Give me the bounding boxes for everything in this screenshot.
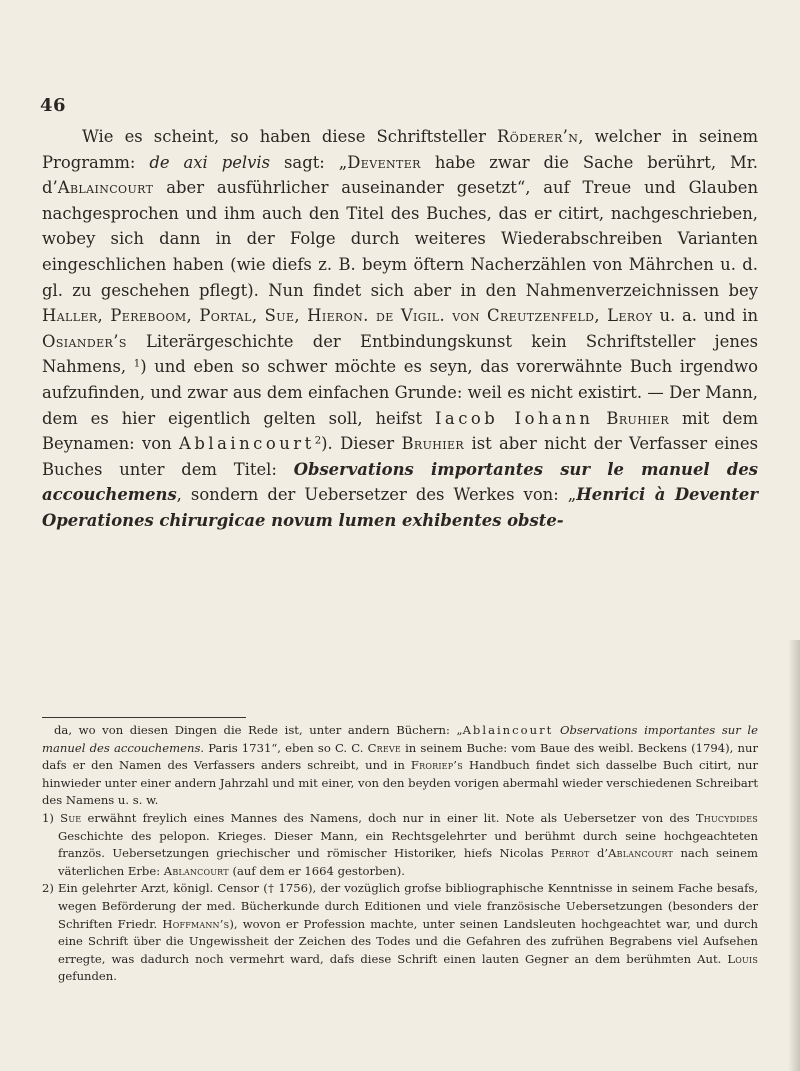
footnote-continuation: da, wo von diesen Dingen die Rede ist, unter andern Büchern: „Ablaincourt Observations importantes sur le manuel des accouchemens. Paris 1731“, eben so C. C. Creve in seinem Buche: vom Baue des weibl. Beckens (1794), nur dafs er den Namen des Verfassers anders schreibt, und in Froriep’s Handbuch findet sich dasselbe Buch citirt, nur hinwieder unter einer andern Jahrzahl und mit einer, von den beyden vorigen abermahl wieder verschiedenen Schreibart des Namens u. s. w. — [42, 723, 759, 808]
main-text — [42, 124, 758, 534]
page-number: 46 — [40, 95, 67, 116]
footnote-1: 1) Sue erwähnt freylich eines Mannes des Namens, doch nur in einer lit. Note als Uebersetzer von des Thucydides Geschichte des pelopon. Krieges. Dieser Mann, ein Rechtsgelehrter und berühmt durch seine hochgeachteten französ. Uebersetzungen griechischer und römischer Historiker, hiefs Nicolas Perrot d’Ablancourt nach seinem väterlichen Erbe: Ablancourt (auf dem er 1664 gestorben). — [42, 810, 759, 878]
footnotes — [42, 722, 758, 986]
footnote-ref-1: 1 — [133, 358, 141, 370]
page-edge-shadow — [788, 640, 800, 1071]
footnote-separator — [42, 717, 246, 718]
footnote-2: 2) Ein gelehrter Arzt, königl. Censor († 1756), der vozüglich grofse bibliographische Kenntnisse in seinem Fache besafs, wegen Beförderung der med. Bücherkunde durch Editionen und viele französische Uebersetzungen (besonders der Schriften Friedr. Hoffmann’s), wovon er Profession machte, unter seinen Landsleuten hochgeachtet war, und durch eine Schrift über die Ungewissheit der Zeichen des Todes und die Gefahren des zufrühen Begrabens viel Aufsehen erregte, was dadurch noch vermehrt ward, dafs diese Schrift einen lauten Gegner an dem berühmten Aut. Louis gefunden. — [42, 881, 759, 984]
footnote-marker: 1) — [42, 810, 54, 825]
footnote-marker: 2) — [42, 881, 54, 896]
paragraph: Wie es scheint, so haben diese Schriftsteller Röderer’n, welcher in seinem Programm: de axi pelvis sagt: „Deventer habe zwar die Sache berührt, Mr. d’Ablaincourt aber ausführlicher auseinander gesetzt“, auf Treue und Glauben nachgesprochen und ihm auch den Titel des Buches, das er citirt, nachgeschrieben, wobey sich dann in der Folge durch weiteres Wiederabschreiben Varianten eingeschlichen haben (wie diefs z. B. beym öftern Nacherzählen von Mährchen u. d. gl. zu geschehen pflegt). Nun findet sich aber in den Nahmenverzeichnissen bey Haller, Pereboom, Portal, Sue, Hieron. de Vigil. von Creutzenfeld, Leroy u. a. und in Osiander’s Literärgeschichte der Entbindungskunst kein Schriftsteller jenes Nahmens, $^1$) und eben so schwer möchte es seyn, das vorerwähnte Buch irgendwo aufzufinden, und zwar aus dem einfachen Grunde: weil es nicht existirt. — Der Mann, dem es hier eigentlich gelten soll, heifst Iacob Iohann Bruhier mit dem Beynamen: von Ablaincourt$^2$). Dieser Bruhier ist aber nicht der Verfasser eines Buches unter dem Titel: Observations importantes sur le manuel des accouchemens, sondern der Uebersetzer des Werkes von: „Henrici à Deventer Operationes chirurgicae novum lumen exhibentes obste- — [42, 127, 759, 530]
footnote-ref-2: 2 — [314, 435, 322, 447]
